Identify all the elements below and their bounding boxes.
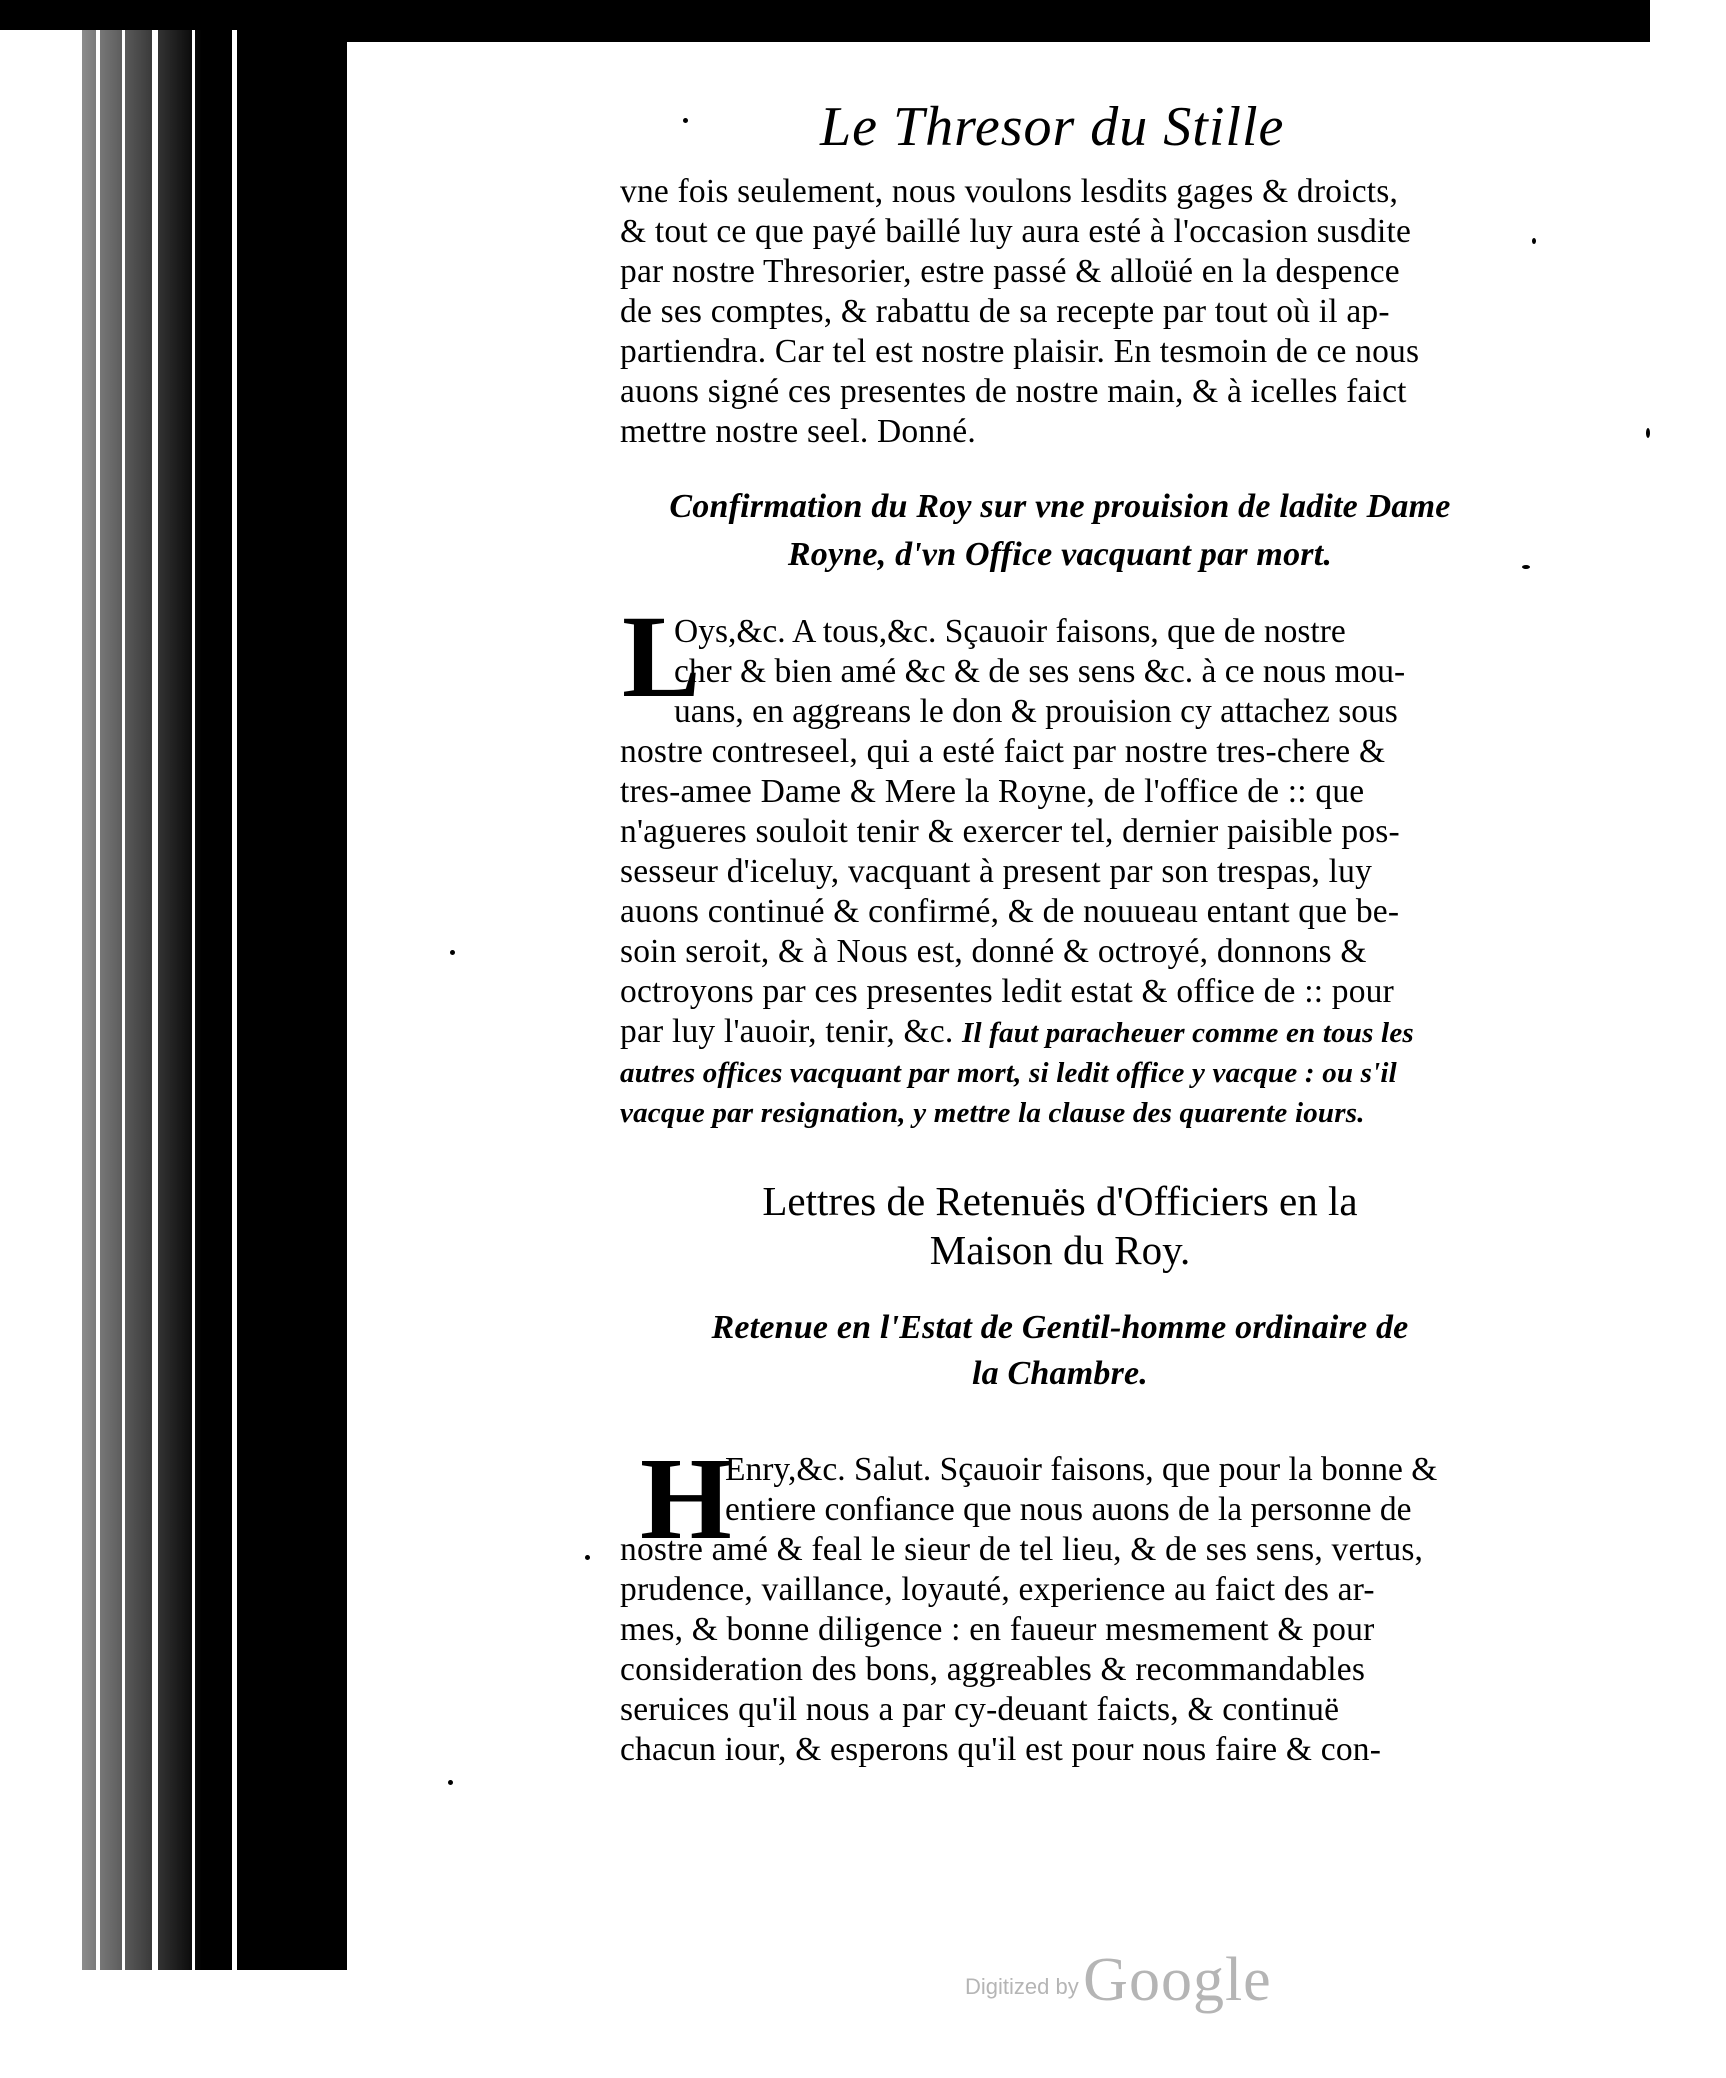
text-line: chacun iour, & esperons qu'il est pour nous faire & con- [620, 1731, 1382, 1768]
text-line: octroyons par ces presentes ledit estat & office de :: pour [620, 973, 1394, 1010]
text-line [620, 1012, 1500, 1053]
section-subheading-retenue [620, 1308, 1500, 1394]
text-line: uans, en aggreans le don & prouision cy attachez sous [674, 693, 1398, 730]
text-line: cher & bien amé &c & de ses sens &c. à ce nous mou- [674, 653, 1406, 690]
text-line: nostre amé & feal le sieur de tel lieu, & de ses sens, vertus, [620, 1531, 1424, 1568]
text-line: mettre nostre seel. Donné. [620, 413, 976, 450]
watermark-prefix: Digitized by [965, 1974, 1079, 1999]
text-line: vne fois seulement, nous voulons lesdits gages & droicts, [620, 173, 1399, 210]
subheading-line: Retenue en l'Estat de Gentil-homme ordinaire de [711, 1309, 1409, 1346]
text-line: entiere confiance que nous auons de la personne de [725, 1491, 1412, 1528]
text-line: auons signé ces presentes de nostre main, & à icelles faict [620, 373, 1407, 410]
text-line: Oys,&c. A tous,&c. Sçauoir faisons, que de nostre [674, 613, 1346, 650]
section1-body [620, 612, 1500, 1133]
scan-speck [585, 1555, 590, 1560]
text-line: tres-amee Dame & Mere la Royne, de l'office de :: que [620, 773, 1365, 810]
section-heading-line: Lettres de Retenuës d'Officiers en la [762, 1178, 1358, 1224]
section-title-line: Royne, d'vn Office vacquant par mort. [787, 536, 1333, 573]
section-heading-lettres [620, 1178, 1500, 1273]
digitized-watermark [965, 1945, 1272, 2016]
scan-speck [1532, 238, 1536, 244]
running-head: Le Thresor du Stille [820, 96, 1285, 158]
text-line: par nostre Thresorier, estre passé & alloüé en la despence [620, 253, 1400, 290]
google-logo: Google [1083, 1946, 1272, 2014]
text-line: & tout ce que payé baillé luy aura esté à l'occasion susdite [620, 213, 1412, 250]
scan-border-top [0, 0, 1650, 30]
scan-speck [683, 118, 688, 123]
subheading-line: la Chambre. [971, 1355, 1148, 1392]
page-top-edge [347, 30, 1650, 42]
note-line: vacque par resignation, y mettre la clause des quarente iours. [620, 1097, 1365, 1129]
scan-speck [448, 1780, 453, 1785]
scan-speck [1522, 565, 1530, 569]
text-line: nostre contreseel, qui a esté faict par nostre tres-chere & [620, 733, 1386, 770]
note-inline: Il faut paracheuer comme en tous les [962, 1017, 1414, 1049]
text-line: mes, & bonne diligence : en faueur mesmement & pour [620, 1611, 1375, 1648]
text-line-roman: par luy l'auoir, tenir, &c. [620, 1013, 954, 1050]
gutter-shading [82, 30, 202, 1970]
section-title-confirmation [620, 487, 1500, 575]
continuation-paragraph [620, 172, 1500, 452]
text-line: Enry,&c. Salut. Sçauoir faisons, que pour la bonne & [725, 1451, 1438, 1488]
section-heading-line: Maison du Roy. [929, 1227, 1191, 1273]
note-line: autres offices vacquant par mort, si ledit office y vacque : ou s'il [620, 1057, 1397, 1089]
scan-speck [1646, 428, 1650, 438]
scan-speck [450, 950, 455, 955]
text-line: seruices qu'il nous a par cy-deuant faicts, & continuë [620, 1691, 1340, 1728]
text-line: n'agueres souloit tenir & exercer tel, dernier paisible pos- [620, 813, 1400, 850]
text-line: consideration des bons, aggreables & recommandables [620, 1651, 1366, 1688]
text-line: partiendra. Car tel est nostre plaisir. En tesmoin de ce nous [620, 333, 1420, 370]
text-line: auons continué & confirmé, & de nouueau entant que be- [620, 893, 1400, 930]
text-line: prudence, vaillance, loyauté, experience au faict des ar- [620, 1571, 1375, 1608]
text-line: soin seroit, & à Nous est, donné & octroyé, donnons & [620, 933, 1367, 970]
section-title-line: Confirmation du Roy sur vne prouision de ladite Dame [669, 488, 1451, 525]
text-line: sesseur d'iceluy, vacquant à present par son trespas, luy [620, 853, 1373, 890]
drop-cap-H: H [640, 1433, 732, 1564]
drop-cap-L: L [622, 591, 701, 722]
text-line: de ses comptes, & rabattu de sa recepte par tout où il ap- [620, 293, 1390, 330]
section2-body [620, 1450, 1500, 1770]
